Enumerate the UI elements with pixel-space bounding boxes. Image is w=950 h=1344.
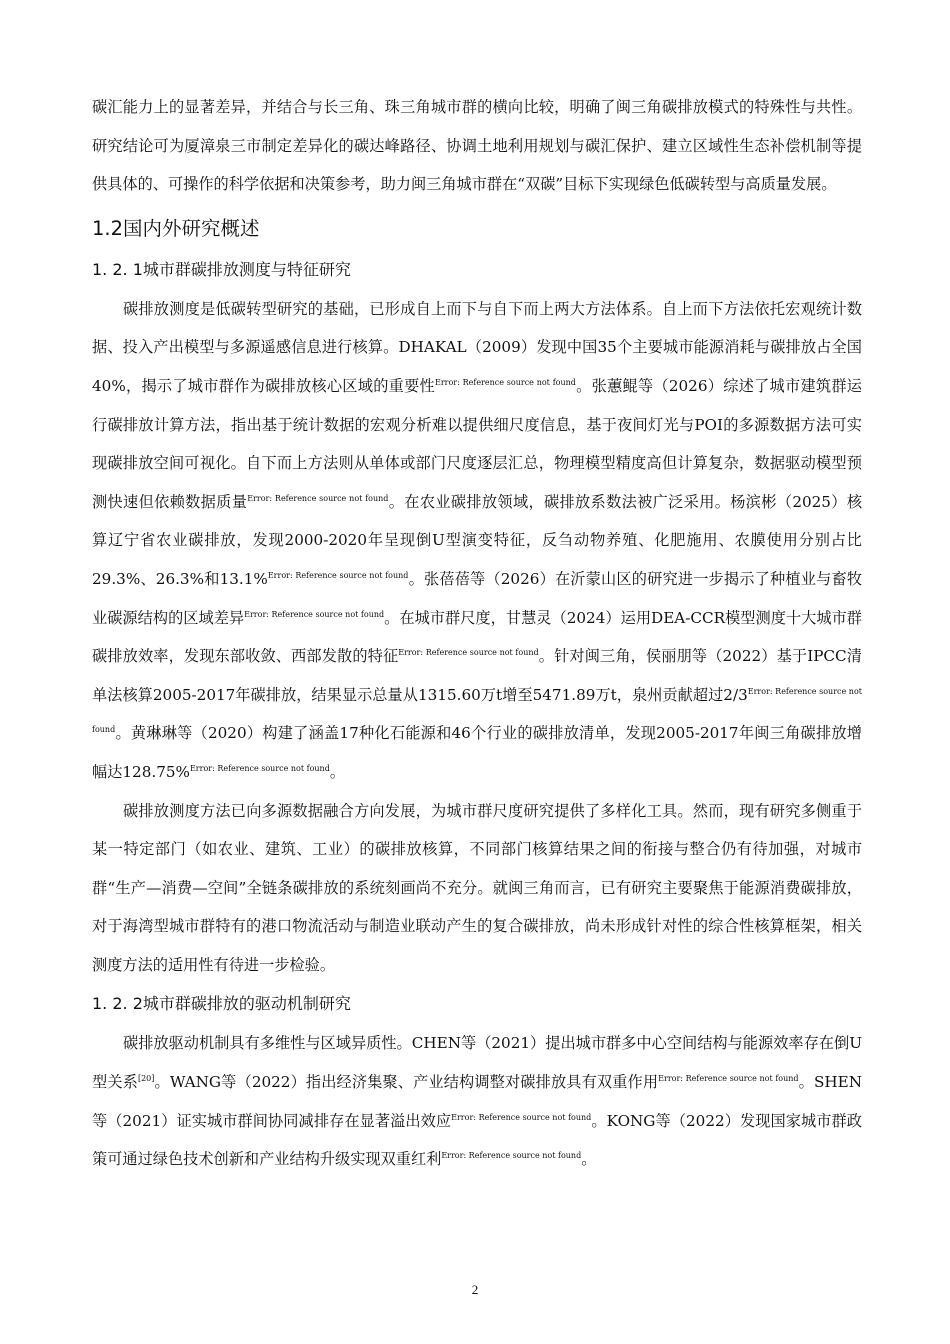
paragraph-drivers: 碳排放驱动机制具有多维性与区域异质性。CHEN等（2021）提出城市群多中心空间结构与能源效率存在倒U型关系[20]。WANG等（2022）指出经济集聚、产业结构调整对碳排放具有双重作用$^{Error: Reference source not found}$。SHEN等（2021）证实城市群间协同减排存在显著溢出效应$^{Error: Reference source not found}$。KONG等（2022）发现国家城市群政策可通过绿色技术创新和产业结构升级实现双重红利$^{Error: Reference source not found}$。	[92, 1034, 863, 1169]
reference-error[interactable]: Error: Reference source not found	[267, 570, 409, 580]
subsection-heading-2: 1. 2. 2城市群碳排放的驱动机制研究	[92, 994, 351, 1014]
paragraph-measurement: 碳排放测度是低碳转型研究的基础，已形成自上而下与自下而上两大方法体系。自上而下方法依托宏观统计数据、投入产出模型与多源遥感信息进行核算。DHAKAL（2009）发现中国35个主要城市能源消耗与碳排放占全国40%，揭示了城市群作为碳排放核心区域的重要性$^{Error: Reference source not found}$。张蕙鲲等（2026）综述了城市建筑群运行碳排放计算方法，指出基于统计数据的宏观分析难以提供细尺度信息，基于夜间灯光与POI的多源数据方法可实现碳排放空间可视化。自下而上方法则从单体或部门尺度逐层汇总，物理模型精度高但计算复杂，数据驱动模型预测快速但依赖数据质量$^{Error: Reference source not found}$。在农业碳排放领域，碳排放系数法被广泛采用。杨滨彬（2025）核算辽宁省农业碳排放，发现2000-2020年呈现倒U型演变特征，反刍动物养殖、化肥施用、农膜使用分别占比29.3%、26.3%和13.1%$^{Error: Reference source not found}$。张蓓蓓等（2026）在沂蒙山区的研究进一步揭示了种植业与畜牧业碳源结构的区域差异$^{Error: Reference source not found}$。在城市群尺度，甘慧灵（2024）运用DEA-CCR模型测度十大城市群碳排放效率，发现东部收敛、西部发散的特征$^{Error: Reference source not found}$。针对闽三角，侯丽朋等（2022）基于IPCC清单法核算2005-2017年碳排放，结果显示总量从1315.60万t增至5471.89万t，泉州贡献超过2/3$^{Error: Reference source not found}$。黄琳琳等（2020）构建了涵盖17种化石能源和46个行业的碳排放清单，发现2005-2017年闽三角碳排放增幅达128.75%$^{Error: Reference source not found}$。	[92, 299, 863, 781]
reference-error[interactable]: Error: Reference source not found	[451, 1112, 592, 1122]
page-number: 2	[471, 1282, 479, 1297]
reference-error[interactable]: Error: Reference source not found	[247, 493, 389, 503]
reference-error[interactable]: Error: Reference source not found	[189, 763, 330, 773]
reference-citation[interactable]: [20]	[137, 1074, 155, 1084]
document-body	[92, 88, 862, 1179]
subsection-heading-1: 1. 2. 1城市群碳排放测度与特征研究	[92, 259, 351, 279]
intro-paragraph-continued: 碳汇能力上的显著差异，并结合与长三角、珠三角城市群的横向比较，明确了闽三角碳排放模式的特殊性与共性。研究结论可为厦漳泉三市制定差异化的碳达峰路径、协调土地利用规划与碳汇保护、建立区域性生态补偿机制等提供具体的、可操作的科学依据和决策参考，助力闽三角城市群在“双碳”目标下实现绿色低碳转型与高质量发展。	[92, 98, 862, 194]
reference-error[interactable]: Error: Reference source not found	[398, 648, 539, 658]
paragraph-measurement-summary: 碳排放测度方法已向多源数据融合方向发展，为城市群尺度研究提供了多样化工具。然而，现有研究多侧重于某一特定部门（如农业、建筑、工业）的碳排放核算，不同部门核算结果之间的衔接与整合仍有待加强，对城市群“生产—消费—空间”全链条碳排放的系统刻画尚不充分。就闽三角而言，已有研究主要聚焦于能源消费碳排放，对于海湾型城市群特有的港口物流活动与制造业联动产生的复合碳排放，尚未形成针对性的综合性核算框架，相关测度方法的适用性有待进一步检验。	[92, 801, 862, 974]
reference-error[interactable]: Error: Reference source not found	[441, 1151, 582, 1161]
reference-error[interactable]: Error: Reference source not found	[658, 1074, 799, 1084]
reference-error[interactable]: Error: Reference source not found	[92, 686, 862, 735]
reference-error[interactable]: Error: Reference source not found	[244, 609, 385, 619]
reference-error[interactable]: Error: Reference source not found	[434, 377, 576, 387]
section-heading: 1.2国内外研究概述	[92, 216, 260, 240]
